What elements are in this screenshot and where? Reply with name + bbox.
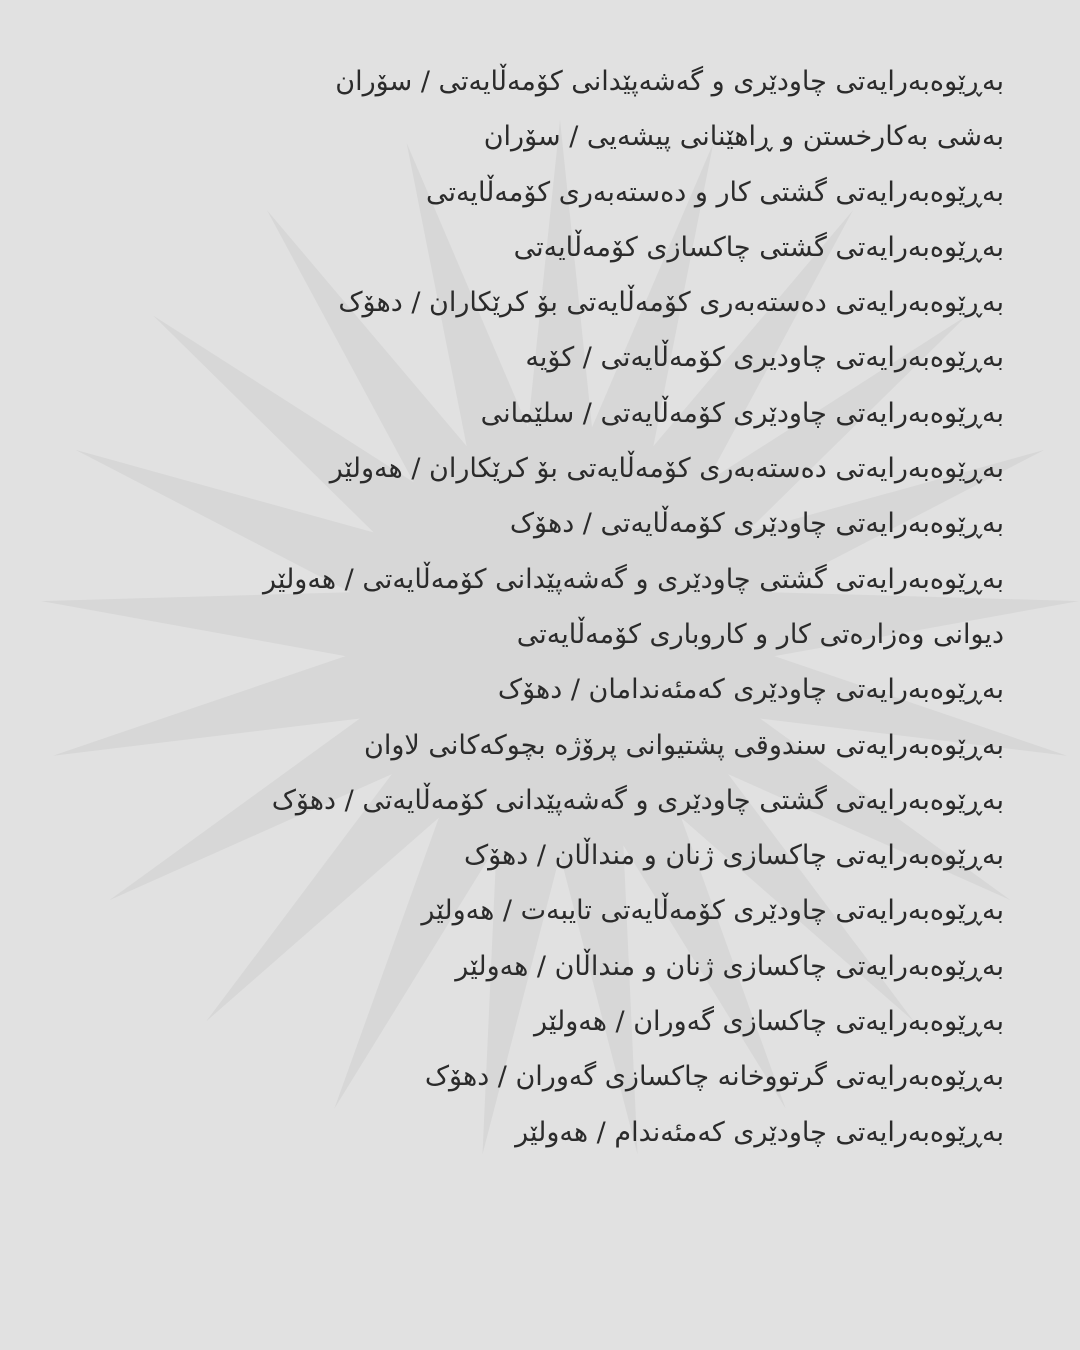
list-item: بەڕێوەبەرایەتی گرتووخانە چاکسازی گەوران / دهۆک [424, 1061, 1004, 1093]
list-item: بەڕێوەبەرایەتی چاکسازی گەوران / هەولێر [533, 1006, 1004, 1038]
list-item: بەڕێوەبەرایەتی گشتی چاودێری و گەشەپێدانی کۆمەڵایەتی / دهۆک [271, 784, 1004, 816]
list-item: بەڕێوەبەرایەتی سندوقی پشتیوانی پرۆژە بچوکەکانی لاوان [363, 729, 1004, 761]
list-item: بەڕێوەبەرایەتی چاودیری کۆمەڵایەتی / کۆیە [525, 342, 1004, 374]
list-item: بەڕێوەبەرایەتی چاودێری کۆمەڵایەتی تایبەت / هەولێر [421, 895, 1004, 927]
list-item: بەڕێوەبەرایەتی چاودێری کەمئەندام / هەولێر [515, 1116, 1004, 1148]
list-item: بەڕێوەبەرایەتی چاودێری کۆمەڵایەتی / سلێمانی [480, 397, 1004, 429]
list-item: بەڕێوەبەرایەتی دەستەبەری کۆمەڵایەتی بۆ کرێکاران / هەولێر [329, 453, 1004, 485]
list-item: بەڕێوەبەرایەتی گشتی چاودێری و گەشەپێدانی کۆمەڵایەتی / هەولێر [263, 563, 1004, 595]
list-item: دیوانی وەزارەتی کار و کاروباری کۆمەڵایەتی [516, 618, 1004, 650]
list-item: بەڕێوەبەرایەتی گشتی کار و دەستەبەری کۆمەڵایەتی [425, 176, 1004, 208]
list-item: بەشی بەکارخستن و ڕاهێنانی پیشەیی / سۆران [483, 121, 1004, 153]
list-item: بەڕێوەبەرایەتی چاودێری کەمئەندامان / دهۆک [497, 674, 1004, 706]
list-item: بەڕێوەبەرایەتی چاکسازی ژنان و منداڵان / دهۆک [463, 840, 1004, 872]
directorates-list [74, 54, 1004, 1160]
list-item: بەڕێوەبەرایەتی چاودێری و گەشەپێدانی کۆمەڵایەتی / سۆران [335, 66, 1004, 97]
list-item: بەڕێوەبەرایەتی چاکسازی ژنان و منداڵان / هەولێر [455, 950, 1004, 982]
list-item: بەڕێوەبەرایەتی چاودێری کۆمەڵایەتی / دهۆک [509, 508, 1004, 540]
list-item: بەڕێوەبەرایەتی دەستەبەری کۆمەڵایەتی بۆ کرێکاران / دهۆک [338, 287, 1004, 319]
list-item: بەڕێوەبەرایەتی گشتی چاکسازی کۆمەڵایەتی [513, 231, 1004, 263]
